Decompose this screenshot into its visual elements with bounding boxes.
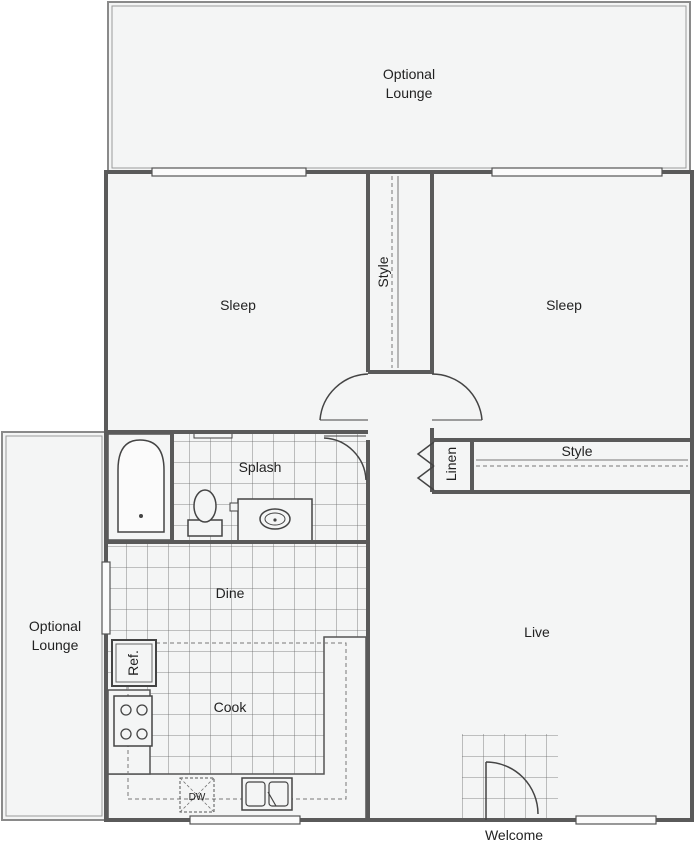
balcony-top-label-line2: Lounge (385, 85, 433, 101)
kitchen-label: Cook (213, 699, 247, 715)
living-label: Live (524, 624, 550, 640)
dishwasher-label: DW (188, 792, 206, 803)
balcony-top-label-line1: Optional (382, 66, 436, 82)
bedroom-left-label: Sleep (220, 297, 256, 313)
closet-horizontal-label: Style (561, 443, 593, 459)
closet-vertical-label: Style (375, 256, 391, 288)
dining-label: Dine (215, 585, 245, 601)
balcony-left-label-line2: Lounge (31, 637, 79, 653)
entry-tile (462, 734, 558, 818)
linen-label: Linen (443, 446, 459, 482)
stove (114, 696, 152, 746)
bathroom-label: Splash (238, 459, 282, 475)
balcony-left-label-line1: Optional (28, 618, 82, 634)
entry-label: Welcome (484, 827, 544, 843)
kitchen-sink (242, 778, 292, 810)
refrigerator-label: Ref. (125, 650, 141, 676)
bathroom-vanity (230, 499, 312, 541)
bathtub (108, 434, 172, 540)
bedroom-right-label: Sleep (546, 297, 582, 313)
